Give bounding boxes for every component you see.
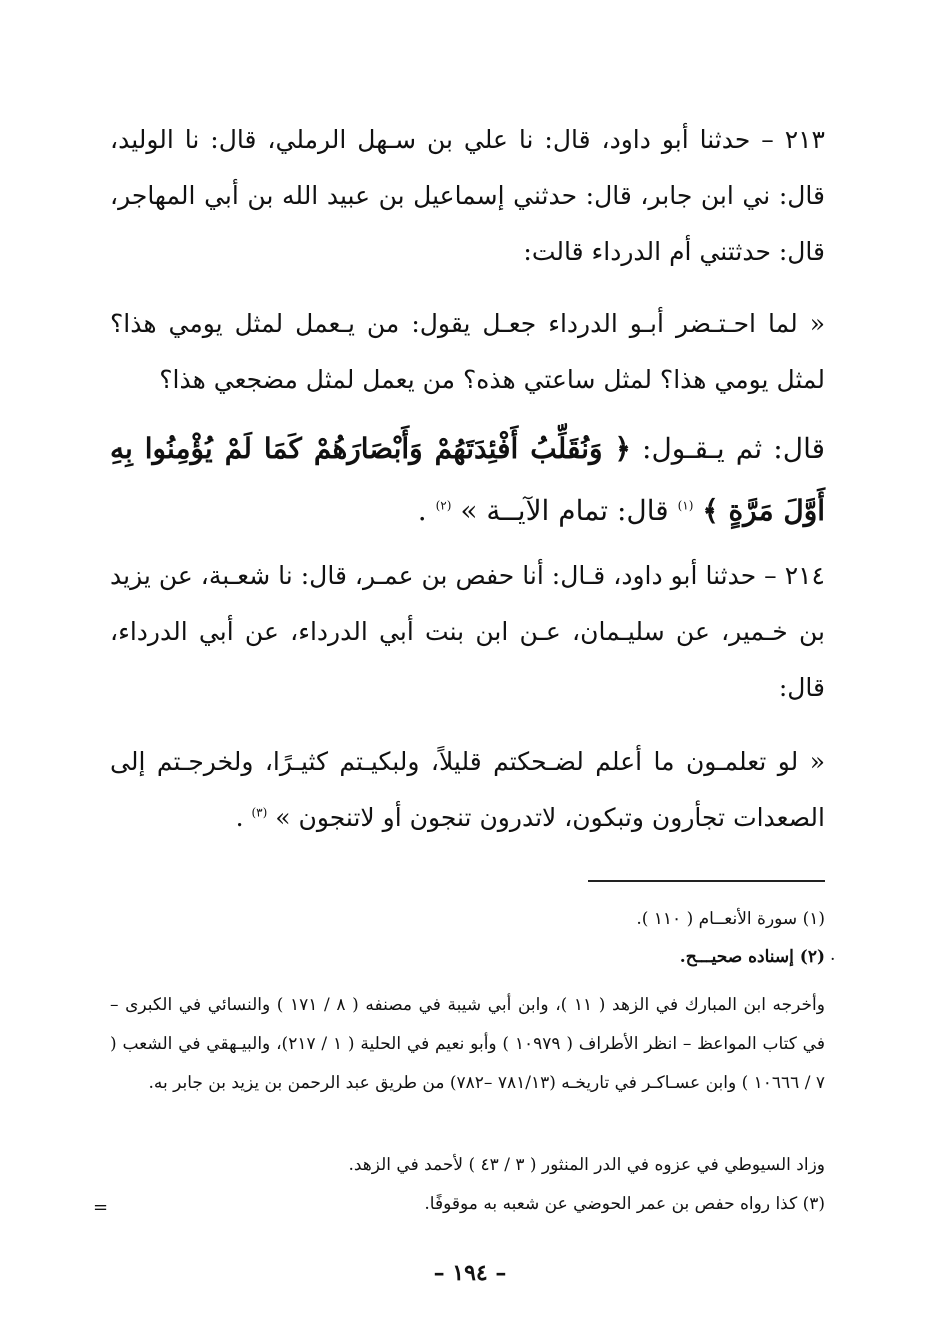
footnote-separator <box>588 880 825 882</box>
hadith-213-quote: « لما احـتـضر أبـو الدرداء جعـل يقول: من يـعمل لمثل يومي هذا؟ لمثل يومي هذا؟ لمثل ساعتي هذه؟ من يعمل لمثل مضجعي هذا؟ <box>110 309 825 394</box>
quran-verse: ﴿ وَنُقَلِّبُ أَفْئِدَتَهُمْ وَأَبْصَارَهُمْ كَمَا لَمْ يُؤْمِنُوا بِهِ أَوَّلَ مَرَّةٍ ﴾ <box>110 432 825 527</box>
hadith-213-header: ٢١٣ – حدثنا أبو داود، قال: نا علي بن سـهل الرملي، قال: نا الوليد، قال: ني ابن جابر، قال: حدثني إسماعيل بن عبيد الله بن أبي المهاجر، قال: حدثتني أم الدرداء قالت: <box>110 125 825 266</box>
footnote-1: (١) سورة الأنعــام ( ١١٠ ). <box>636 909 825 929</box>
hadith-214-quote: « لو تعلمـون ما أعلم لضـحكتم قليلاً، ولبكيـتم كثيـرًا، ولخرجـتم إلى الصعدات تجأرون وتبكون، لاتدرون تنجون أو لاتنجون » <box>110 747 825 832</box>
verse-end: . <box>417 494 427 527</box>
hadith-213-verse-paragraph <box>110 418 825 542</box>
footnote-2-label <box>110 938 825 977</box>
footnote-ref-3: (٣) <box>251 805 268 820</box>
hadith-214-quote-paragraph <box>110 734 825 846</box>
quote-end: . <box>235 803 244 832</box>
footnote-ref-2: (٢) <box>435 498 452 513</box>
footnote-2-text: وأخرجه ابن المبارك في الزهد ( ١١ )، وابن أبي شيبة في مصنفه ( ٨ / ١٧١ ) والنسائي في الكبرى – في كتاب المواعظ – انظر الأطراف ( ١٠٩٧٩ ) وأبو نعيم في الحلية ( ١ / ٢١٧)، والبيـهقي في الشعب ( ٧ / ١٠٦٦٦ ) وابن عسـاكـر في تاريخـه (٧٨١/١٣ –٧٨٢) من طريق عبد الرحمن بن يزيد بن جابر به. <box>110 995 825 1093</box>
verse-after: قال: تمام الآيــة » <box>460 494 669 527</box>
stray-dot: . <box>830 945 836 965</box>
footnote-2-title: (٢) إسناده صحيـــح. <box>679 947 825 967</box>
footnote-ref-1: (١) <box>677 498 694 513</box>
page-number: – ١٩٤ – <box>433 1260 507 1286</box>
verse-intro: قال: ثم يـقـول: <box>642 432 825 465</box>
footnote-3: (٣) كذا رواه حفص بن عمر الحوضي عن شعبه به موقوفًا. <box>424 1194 825 1214</box>
hadith-214-header: ٢١٤ – حدثنا أبو داود، قـال: أنا حفص بن عمـر، قال: نا شعـبة، عن يزيد بن خـمير، عن سليـمان، عـن ابن بنت أبي الدرداء، عن أبي الدرداء، قال: <box>110 561 825 702</box>
footnote-2-extra: وزاد السيوطي في عزوه في الدر المنثور ( ٣ / ٤٣ ) لأحمد في الزهد. <box>348 1155 825 1175</box>
margin-mark: = <box>93 1197 109 1218</box>
